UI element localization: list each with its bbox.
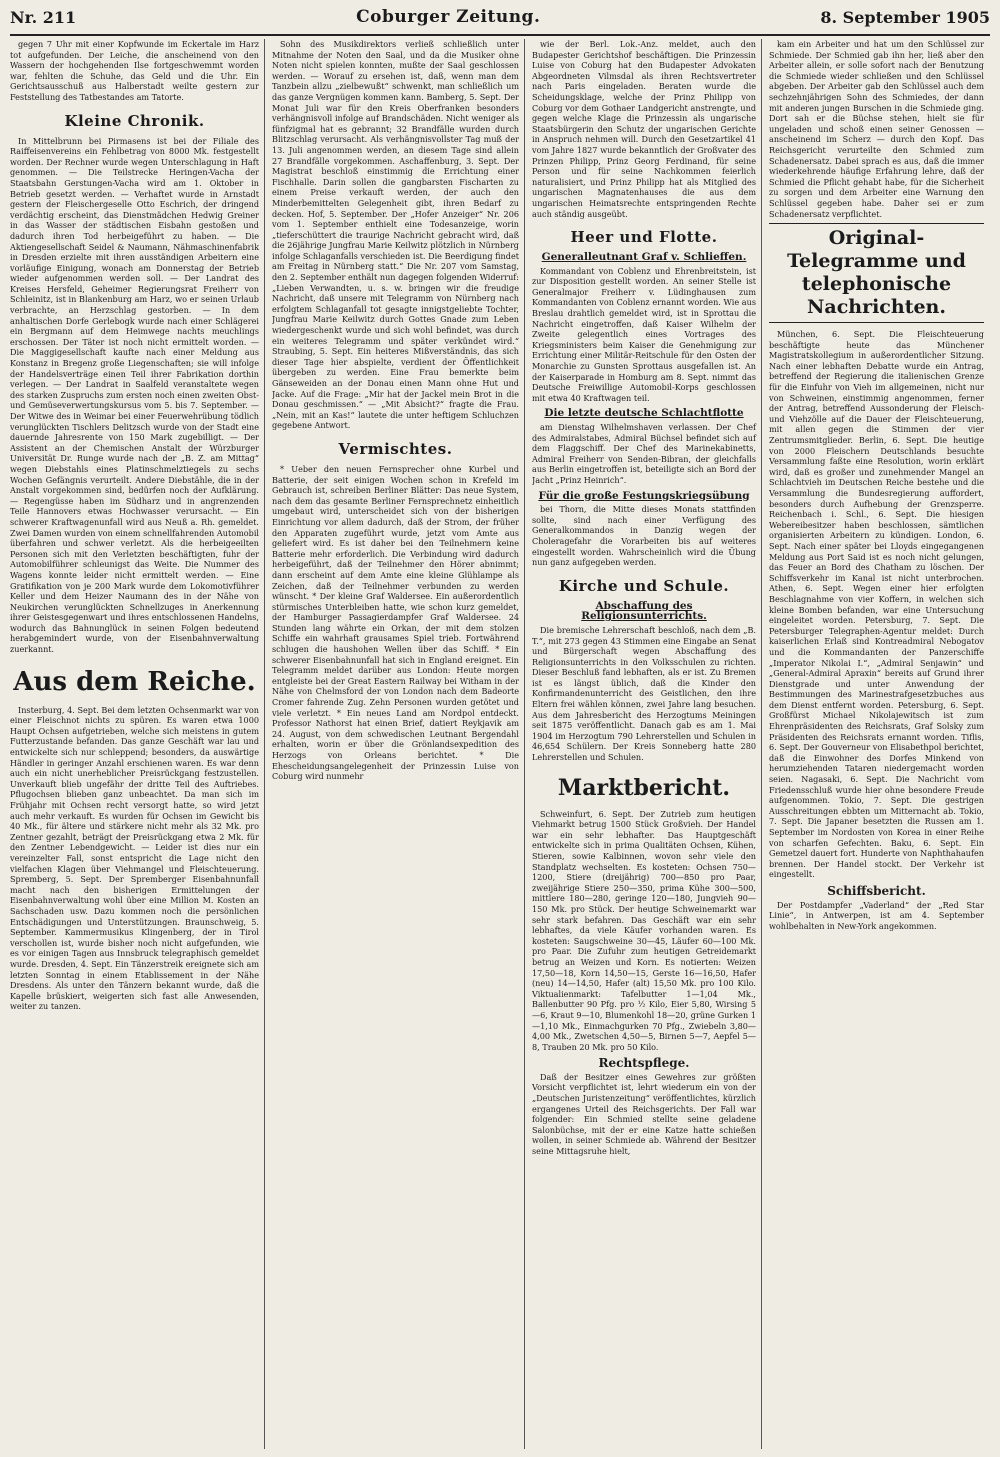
article-columns: [10, 39, 990, 1449]
newspaper-title: Coburger Zeitung.: [356, 7, 541, 27]
issue-date: 8. September 1905: [820, 7, 990, 27]
section-heading-rechtspflege: Rechtspflege.: [598, 1056, 690, 1071]
section-heading-vermischtes: Vermischtes.: [338, 439, 453, 458]
article-text: Sohn des Musikdirektors verließ schließlich unter Mitnahme der Noten den Saal, und da die Musiker ohne Noten nicht spielen konnten, mußte der Saal geschlossen werden. — Worauf zu ersehen ist, daß, wenn man dem Tanzbein allzu „zielbewußt“ schwenkt, man schließlich um das ganze Vergnügen kommen kann. Bamberg, 5. Sept. Der Monat Juli war für den Kreis Oberfranken besonders verhängnisvoll infolge auf Brandschäden. Nicht weniger als fünfzigmal hat es gebrannt; 32 Brandfälle wurden durch Blitzschlag verursacht. Als verhängnisvollster Tag muß der 13. Juli angenommen werden, an diesem Tage sind allein 27 Brandfälle vorgekommen. Aschaffenburg, 3. Sept. Der Magistrat beschloß einstimmig die Errichtung einer Fischhalle. Darin sollen die gangbarsten Fischarten zu einem Preise verkauft werden, der auch den Minderbemittelten Gelegenheit gibt, ihren Bedarf zu decken. Hof, 5. September. Der „Hofer Anzeiger“ Nr. 206 vom 1. September enthielt eine Todesanzeige, worin „tieferschüttert die traurige Nachricht gebracht wird, daß die 26jährige Jungfrau Marie Keilwitz plötzlich in Nürnberg infolge Schlaganfalls verschieden ist. Die Beerdigung findet am Freitag in Nürnberg statt.“ Die Nr. 207 vom Samstag, den 2. September enthält nun dagegen folgenden Widerruf: „Lieben Verwandten, u. s. w. bringen wir die freudige Nachricht, daß unsere mit Telegramm von Nürnberg nach erfolgtem Schlaganfall tot gesagte innigstgeliebte Tochter, Jungfrau Marie Keilwitz durch Gottes Gnade zum Leben wiedergeschenkt wurde und sich wohl befindet, was durch ein weiteres Telegramm und später verkündet wird.“ Straubing, 5. Sept. Ein heiteres Mißverständnis, das sich dieser Tage hier abspielte, verdient der Öffentlichkeit übergeben zu werden. Eine Frau bemerkte beim Gänseweiden an der Donau einen Mann ohne Hut und Jacke. Auf die Frage: „Mir hat der Jackel mein Brot in die Donau geschmissen.“ — „Mit Absicht?“ fragte die Frau. „Nein, mit an Kas!“ lautete die unter heftigem Schluchzen gegebene Antwort.: [272, 39, 519, 431]
column-3: [532, 39, 762, 1449]
article-text: Der Postdampfer „Vaderland“ der „Red Star Linie“, in Antwerpen, ist am 4. September wohlbehalten in New-York angekommen.: [769, 899, 984, 931]
article-text: In Mittelbrunn bei Pirmasens ist bei der Filiale des Raiffeisenvereins ein Fehlbetrag von 8000 Mk. festgestellt worden. Der Rechner wurde wegen Unterschlagung in Haft genommen. — Die Teilstrecke Heringen-Vacha der Staatsbahn Gerstungen-Vacha wird am 1. Oktober in Betrieb gesetzt werden. — Verhaftet wurde in Arnstadt gestern der Fleischergeselle Otto Eschrich, der dringend verdächtig erscheint, das Dienstmädchen Hedwig Greiner in das Wasser der städtischen Eisbahn gestoßen und dadurch ihren Tod herbeigeführt zu haben. — Die Aktiengesellschaft Seidel & Naumann, Nähmaschinenfabrik in Dresden erzielte mit ihren ausständigen Arbeitern eine vorläufige Einigung, wonach am Donnerstag der Betrieb wieder aufgenommen werden soll. — Der Landrat des Kreises Hersfeld, Geheimer Regierungsrat Freiherr von Schleinitz, ist in Blankenburg am Harz, wo er seinen Urlaub verbrachte, an Herzschlag gestorben. — In dem anhaltischen Dorfe Gerlebogk wurde nach einer Schlägerei ein Bergmann auf dem Heimwege nachts meuchlings erschossen. Der Täter ist noch nicht ermittelt worden. — Die Maggigesellschaft kaufte nach einer Meldung aus Konstanz in Bregenz große Liegenschaften; sie will infolge der Handelsverträge einen Teil ihrer Fabrikation dorthin verlegen. — Der Landrat in Saalfeld veranstaltete wegen des starken Zuspruchs zum ersten noch einen zweiten Obst- und Gemüseverwertungskursus vom 5. bis 7. September. — Der Witwe des in Weimar bei einer Feuerwehrübung tödlich verunglückten Tischlers Delitzsch wurde von der Stadt eine dauernde Jahresrente von 150 Mark zugebilligt. — Der Assistent an der Chemischen Anstalt der Würzburger Universität Dr. Runge wurde nach der „B. Z. am Mittag“ wegen Diebstahls eines Platinschmelztiegels zu sechs Wochen Gefängnis verurteilt. Andere Diebstähle, die in der Anstalt vorgekommen sind, bedürfen noch der Aufklärung. — Regengüsse haben im Südharz und in angrenzenden Teile Hannovers etwas Hochwasser verursacht. — Ein schwerer Kraftwagenunfall wird aus Neuß a. Rh. gemeldet. Zwei Damen wurden von einem schnellfahrenden Automobil überfahren und schwer verletzt. Als die herbeigeeilten Personen sich mit den Verletzten beschäftigten, fuhr der Automobilführer schleunigst das Weite. Die Nummer des Wagens konnte leider nicht ermittelt werden. — Eine Gratifikation von je 200 Mark wurde dem Lokomotivführer Keller und dem Heizer Naumann des in der Nähe von Neukirchen verunglückten Schnellzuges in Anerkennung ihrer Geistesgegenwart und ihres entschlossenen Handelns, wodurch das Bahnunglück in seinen Folgen bedeutend herabgemindert wurde, von der Eisenbahnverwaltung zuerkannt.: [10, 135, 259, 655]
section-heading-aus-dem-reiche: Aus dem Reiche.: [13, 666, 256, 697]
article-text: bei Thorn, die Mitte dieses Monats stattfinden sollte, sind nach einer Verfügung des Generalkommandos in Danzig wegen der Choleragefahr die Vorarbeiten bis auf weiteres eingestellt worden. Wahrscheinlich wird die Übung nun ganz aufgegeben werden.: [532, 504, 756, 568]
article-text: am Dienstag Wilhelmshaven verlassen. Der Chef des Admiralstabes, Admiral Büchsel befindet sich auf dem Flaggschiff. Der Chef des Marinekabinetts, Admiral Freiherr von Senden-Bibran, der gleichfalls aus Berlin eingetroffen ist, beteiligte sich an Bord der Jacht „Prinz Heinrich“.: [532, 422, 756, 485]
subheading: Generalleutnant Graf v. Schlieffen.: [541, 251, 747, 264]
article-text: gegen 7 Uhr mit einer Kopfwunde im Eckertale im Harz tot aufgefunden. Der Leiche, die anscheinend von den Wassern der hochgehenden Ilse fortgeschwemmt worden war, fehlten die Schuhe, das Geld und die Uhr. Ein Gerichtsausschuß aus Halberstadt weilte gestern zur Feststellung des Tatbestandes am Tatorte.: [10, 39, 259, 102]
article-text: Daß der Besitzer eines Gewehres zur größten Vorsicht verpflichtet ist, lehrt wiederum ein von der „Deutschen Juristenzeitung“ veröffentlichtes, kürzlich ergangenes Urteil des Reichsgerichts. Der Fall war folgender: Ein Schmied stellte seine geladene Salonbüchse, mit der er eine Katze hatte schießen wollen, in seiner Schmiede ab. Während der Besitzer seine Mittagsruhe hielt,: [532, 1071, 756, 1157]
section-heading-telegramme: Original-Telegramme und telephonische Nachrichten.: [769, 223, 984, 323]
article-text: * Ueber den neuen Fernsprecher ohne Kurbel und Batterie, der seit einigen Wochen schon in Krefeld im Gebrauch ist, schreiben Berliner Blätter: Das neue System, nach dem das gesamte Berliner Fernsprechnetz einheitlich umgebaut wird, unterscheidet sich von der bisherigen Einrichtung vor allem dadurch, daß der Strom, der früher den Apparaten zugeführt wurde, jetzt vom Amte aus geliefert wird. Es ist daher bei den Teilnehmern keine Batterie mehr erforderlich. Die Verbindung wird dadurch herbeigeführt, daß der Teilnehmer den Hörer abnimmt; dann erscheint auf dem Amte eine kleine Glühlampe als Zeichen, daß der Teilnehmer verbunden zu werden wünscht. * Der kleine Graf Waldersee. Ein außerordentlich stürmisches Unterbleiben hatte, wie schon kurz gemeldet, der Hamburger Passagierdampfer Graf Waldersee. 24 Stunden lang währte ein Orkan, der mit dem stolzen Schiffe ein wahrhaft grausames Spiel trieb. Fortwährend schlugen die haushohen Wellen über das Schiff. * Ein schwerer Eisenbahnunfall hat sich in England ereignet. Ein Telegramm meldet darüber aus London: Heute morgen entgleiste bei der Great Eastern Railway bei Witham in der Nähe von Chelmsford der von London nach dem Badeorte Cromer fahrende Zug. Zehn Personen wurden getötet und viele verletzt. * Ein neues Land am Nordpol entdeckt. Professor Nathorst hat einen Brief, datiert Reykjavik am 24. August, von dem schwedischen Leutnant Bergendahl erhalten, worin er über die Grönlandsexpedition des Herzogs von Orleans berichtet. * Die Ehescheidungsangelegenheit der Prinzessin Luise von Coburg wird nunmehr: [272, 463, 519, 782]
article-text: Die bremische Lehrerschaft beschloß, nach dem „B. T.“, mit 273 gegen 43 Stimmen eine Eingabe an Senat und Bürgerschaft wegen Abschaffung des Religionsunterrichts in den Volksschulen zu richten. Dieser Beschluß fand lebhaften, als er ist. Zu Bremen ist es längst üblich, daß die Kinder den Konfirmandenunterricht des Geistlichen, den ihre Eltern frei wählen können, zwei Jahre lang besuchen. Aus dem Jahresbericht des Herzogtums Meiningen seit 1875 veröffentlicht. Danach gab es am 1. Mai 1904 im Herzogtum 790 Lehrerstellen und Schulen in 46,654 Schülern. Der Kreis Sonneberg hatte 280 Lehrerstellen und Schulen.: [532, 624, 756, 763]
column-4: [769, 39, 989, 1449]
subheading: Abschaffung des Religionsunterrichts.: [581, 599, 707, 623]
article-text: Schweinfurt, 6. Sept. Der Zutrieb zum heutigen Viehmarkt betrug 1500 Stück Großvieh. Der Handel war ein sehr lebhafter. Das Hauptgeschäft entwickelte sich in prima Qualitäten Ochsen, Kühen, Stieren, sowie Kalbinnen, wovon sehr viele den Standplatz wechselten. Es kosteten: Ochsen 750—1200, Stiere (dreijährig) 700—850 pro Paar, zweijährige Stiere 250—350, prima Kühe 300—500, mittlere 180—280, geringe 120—180, Jungvieh 90—150 Mk. pro Stück. Der heutige Schweinemarkt war sehr stark befahren. Das Geschäft war ein sehr lebhaftes, da viele Käufer vorhanden waren. Es kosteten: Saugschweine 30—45, Läufer 60—100 Mk. pro Paar. Die Zufuhr zum heutigen Getreidemarkt betrug an Weizen und Korn. Es notierten: Weizen 17,50—18, Korn 14,50—15, Gerste 16—16,50, Hafer (neu) 14—14,50, Hafer (alt) 15,50 Mk. pro 100 Kilo. Viktualienmarkt: Tafelbutter 1—1,04 Mk., Ballenbutter 90 Pfg. pro ½ Kilo, Eier 5,80, Wirsing 5—6, Kraut 9—10, Blumenkohl 18—20, grüne Gurken 1—1,10 Mk., Einmachgurken 70 Pfg., Zwiebeln 3,80—4,00 Mk., Zwetschen 4,50—5, Birnen 5—7, Aepfel 5—8, Trauben 20 Mk. pro 50 Kilo.: [532, 808, 756, 1052]
subheading: Die letzte deutsche Schlachtflotte: [544, 407, 744, 420]
section-heading-heer-und-flotte: Heer und Flotte.: [570, 228, 718, 247]
column-2: [272, 39, 525, 1449]
section-heading-schiffsbericht: Schiffsbericht.: [827, 883, 926, 898]
article-text: München, 6. Sept. Die Fleischteuerung beschäftigte heute das Münchener Magistratskollegium in außerordentlicher Sitzung. Nach einer lebhaften Debatte wurde ein Antrag, betreffend der Regierung die italienischen Grenze für die Einfuhr von Vieh im allgemeinen, nicht nur von Schweinen, einstimmig angenommen, ferner der Antrag, betreffend Aussonderung der Fleisch- und Viehzölle auf die Dauer der Fleischteuerung, mit allen gegen die Stimmen der vier Zentrumsmitglieder. Berlin, 6. Sept. Die heutige von 2000 Fleischern Deutschlands besuchte Versammlung faßte eine Resolution, worin erklärt wird, daß es großer und zunehmender Mangel an Schlachtvieh im Deutschen Reiche bestehe und die Versammlung die Bundesregierung auffordert, besonders durch Aufhebung der Grenzsperre. Reichenbach i. Schl., 6. Sept. Die hiesigen Webereibesitzer haben beschlossen, sämtlichen organisierten Arbeitern zu kündigen. London, 6. Sept. Nach einer später bei Lloyds eingegangenen Meldung aus Port Said ist es noch nicht gelungen, das Feuer an Bord des Chatham zu löschen. Der Schiffsverkehr im Kanal ist nicht unterbrochen. Athen, 6. Sept. Wegen einer hier erfolgten Beschlagnahme von vier Koffern, in welchen sich kleine Bomben befanden, war eine Untersuchung eingeleitet worden. Petersburg, 7. Sept. Die Petersburger Telegraphen-Agentur meldet: Durch kaiserlichen Erlaß sind Kontreadmiral Nebogatov und die Kommandanten der Panzerschiffe „Imperator Nikolai I.“, „Admiral Senjawin“ und „General-Admiral Apraxin“ bereits auf Grund ihrer Dienstgrade und unter Anwendung der Bestimmungen des Marinestrafgesetzbuches aus dem Dienst entfernt worden. Petersburg, 6. Sept. Großfürst Michael Nikolajewitsch ist zum Ehrenpräsidenten des Reichsrats, Graf Solsky zum Präsidenten des Reichsrats ernannt worden. Tiflis, 6. Sept. Der Gouverneur von Elisabethpol berichtet, daß die Einwohner des Dorfes Minkend von herumziehenden Tataren niedergemacht worden seien. Nagasaki, 6. Sept. Die Nachricht vom Friedensschluß wurde hier ohne besondere Freude aufgenommen. Tokio, 7. Sept. Die gestrigen Ausschreitungen ebbten um Mitternacht ab. Tokio, 7. Sept. Die Japaner besetzten die Russen am 1. September im Nordosten von Korea in einer Reihe von scharfen Gefechten. Baku, 6. Sept. Ein Gemetzel dauert fort. Hunderte von Naphthahaufen brennen. Der Handel stockt. Der Verkehr ist eingestellt.: [769, 329, 984, 880]
article-text: kam ein Arbeiter und hat um den Schlüssel zur Schmiede. Der Schmied gab ihn her, ließ aber den Arbeiter allein, er solle sofort nach der Benutzung die Schmiede wieder schließen und den Schlüssel abgeben. Der Arbeiter gab den Schlüssel auch dem sechzehnjährigen Sohn des Schmiedes, der dann mit anderen jungen Burschen in die Schmiede ging. Dort sah er die Büchse stehen, hielt sie für ungeladen und schoß einen seiner Genossen — anscheinend im Scherz — durch den Kopf. Das Reichsgericht verurteilte den Schmied zum Schadenersatz. Dabei sprach es aus, daß die immer wiederkehrende häufige Erfahrung lehre, daß der Schmied die Pflicht gehabt habe, für die Sicherheit zu sorgen und dem Arbeiter eine Warnung den Schlüssel gegeben habe. Daher sei er zum Schadenersatz verpflichtet.: [769, 39, 984, 219]
section-heading-marktbericht: Marktbericht.: [557, 774, 731, 801]
issue-number: Nr. 211: [10, 7, 77, 27]
column-1: [10, 39, 265, 1449]
section-heading-kirche-und-schule: Kirche und Schule.: [558, 576, 730, 595]
article-text: wie der Berl. Lok.-Anz. meldet, auch den Budapester Gerichtshof beschäftigen. Die Prinzessin Luise von Coburg hat den Budapester Advokaten Abgeordneten Vilmsdal als ihren Rechtsvertreter nach Paris eingeladen. Beraten wurde die Scheidungsklage, welche der Prinz Philipp von Coburg vor dem Gothaer Landgericht anstrengte, und gegen welche Klage die Prinzessin als ungarische Staatsbürgerin den Schutz der ungarischen Gerichte in Anspruch nehmen will. Durch den Gesetzartikel 41 vom Jahre 1827 wurde bekanntlich der Großvater des Prinzen Philipp, Prinz Georg Ferdinand, für seine Person und für seine Nachkommen feierlich naturalisiert, und Prinz Philipp hat als Mitglied des ungarischen Magnatenhauses die aus dem ungarischen Heimatsrechte entspringenden Rechte auch ständig ausgeübt.: [532, 39, 756, 219]
article-text: Kommandant von Coblenz und Ehrenbreitstein, ist zur Disposition gestellt worden. An seiner Stelle ist Generalmajor Freiherr v. Lüdinghausen zum Kommandanten von Coblenz ernannt worden. Wie aus Breslau drahtlich gemeldet wird, ist in Sprottau die Nachricht eingetroffen, daß Kaiser Wilhelm der Zweite gelegentlich eines Vortrages des Kriegsministers beim Kaiser die Genehmigung zur Errichtung einer Militär-Reitschule für den Osten der Monarchie zu Gunsten Sprottaus ausgefallen ist. An der Kaiserparade in Homburg am 8. Sept. nimmt das Deutsche Freiwillige Automobil-Korps geschlossen mit etwa 40 Kraftwagen teil.: [532, 265, 756, 403]
masthead: [10, 0, 990, 36]
subheading: Für die große Festungskriegsübung: [538, 489, 750, 502]
article-text: Insterburg, 4. Sept. Bei dem letzten Ochsenmarkt war von einer Fleischnot nichts zu spüren. Es waren etwa 1000 Haupt Ochsen aufgetrieben, welche sich meistens in gutem Futterzustande befanden. Das ganze Geschäft war lau und entwickelte sich nur schleppend; besonders, da auswärtige Händler in geringer Anzahl erschienen waren. Es war denn auch ein nicht unerheblicher Preisrückgang festzustellen. Unverkauft blieb ungefähr der dritte Teil des Auftriebes. Pflugochsen blieben ganz unbeachtet. Da man sich im Frühjahr mit Ochsen recht versorgt hatte, so wird jetzt auch mehr verkauft. Es wurden für Ochsen im Gewicht bis 40 Mk., für ältere und stärkere nicht mehr als 32 Mk. pro Zentner gezahlt, beträgt der Preisrückgang etwa 2 Mk. für den Zentner Lebendgewicht. — Leider ist dies nur ein vereinzelter Fall, sonst entspricht die Lage nicht den vielfachen Klagen über Viehmangel und Fleischteuerung. Spremberg, 5. Sept. Der Spremberger Eisenbahnunfall macht nach den bisherigen Ermittelungen der Eisenbahnverwaltung wohl über eine Million M. Kosten an Sachschaden usw. Dazu kommen noch die persönlichen Entschädigungen und Unterstützungen. Braunschweig, 5. September. Kammermusikus Klingenberg, der in Tirol verschollen ist, wurde bisher noch nicht aufgefunden, wie es vor einigen Tagen aus Innsbruck telegraphisch gemeldet wurde. Dresden, 4. Sept. Ein Tänzerstreik ereignete sich am letzten Sonntag in einem Etablissement in der Nähe Dresdens. Als unter den Tänzern bekannt wurde, daß die Kapelle brüskiert, weigerten sich fast alle Anwesenden, weiter zu tanzen.: [10, 704, 259, 1012]
section-heading-kleine-chronik: Kleine Chronik.: [64, 111, 205, 130]
